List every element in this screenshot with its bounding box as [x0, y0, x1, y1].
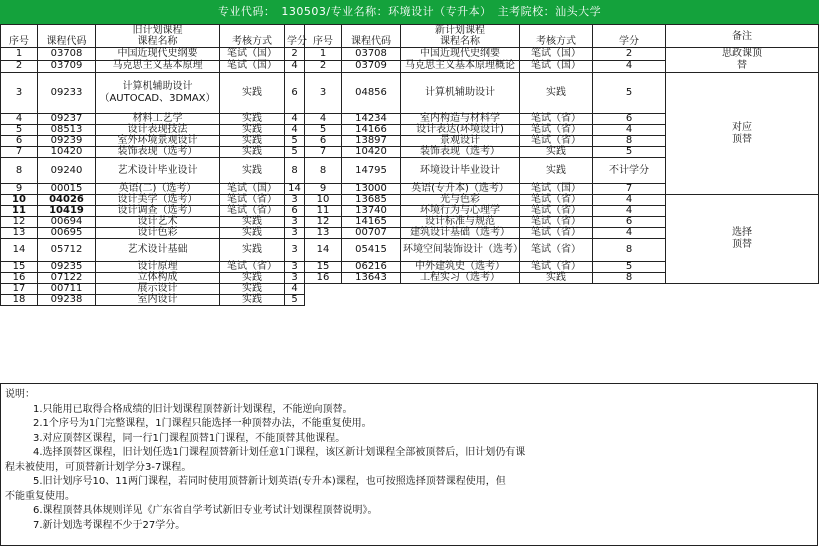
old-code: 00695: [38, 228, 96, 239]
old-name: 展示设计: [96, 284, 220, 295]
old-exam: 实践: [220, 136, 285, 147]
course-mapping-table: [0, 24, 819, 306]
new-credit: 6: [593, 114, 666, 125]
new-seq: 10: [305, 195, 342, 206]
old-code: 09235: [38, 262, 96, 273]
old-exam: 实践: [220, 147, 285, 158]
new-seq: 4: [305, 114, 342, 125]
header-banner: 专业代码： 130503/专业名称：环境设计（专升本） 主考院校：汕头大学: [0, 0, 819, 24]
empty-cell: [305, 25, 342, 37]
old-name: 室内设计: [96, 295, 220, 306]
remark-cell: 选择顶替: [666, 195, 819, 284]
note-5-continued: 不能重复使用。: [5, 490, 75, 502]
old-exam: 笔试（国）: [220, 60, 285, 73]
new-exam: 笔试（省）: [520, 136, 593, 147]
old-name: 立体构成: [96, 273, 220, 284]
old-name: 室外环境景观设计: [96, 136, 220, 147]
new-seq: 3: [305, 73, 342, 114]
remark-header: 备注: [666, 25, 819, 48]
new-seq: 6: [305, 136, 342, 147]
old-exam: 笔试（国）: [220, 48, 285, 61]
old-credit: 3: [285, 273, 305, 284]
new-plan-header: 新计划课程: [401, 25, 520, 37]
old-credit: 4: [285, 284, 305, 295]
old-seq: 18: [1, 295, 38, 306]
old-exam: 实践: [220, 273, 285, 284]
new-exam: 笔试（省）: [520, 217, 593, 228]
old-seq: 6: [1, 136, 38, 147]
new-exam: 笔试（国）: [520, 48, 593, 61]
old-seq: 16: [1, 273, 38, 284]
old-code: 05712: [38, 239, 96, 262]
new-name: 环境行为与心理学: [401, 206, 520, 217]
old-seq: 2: [1, 60, 38, 73]
new-exam: 笔试（省）: [520, 114, 593, 125]
old-code: 00711: [38, 284, 96, 295]
old-exam: 实践: [220, 114, 285, 125]
new-seq: 9: [305, 184, 342, 195]
new-exam: 实践: [520, 158, 593, 184]
new-exam: 笔试（省）: [520, 228, 593, 239]
old-code: 10420: [38, 147, 96, 158]
old-exam: 实践: [220, 295, 285, 306]
new-name: 工程实习（选考）: [401, 273, 520, 284]
old-exam: 笔试（省）: [220, 195, 285, 206]
credit-header: 学分: [593, 36, 666, 48]
new-credit: 5: [593, 147, 666, 158]
new-credit: 4: [593, 195, 666, 206]
note-2: 2.1个序号为1门完整课程，1门课程只能选择一种顶替办法，不能重复使用。: [33, 418, 372, 429]
new-code: 13740: [342, 206, 401, 217]
table-row: [1, 195, 819, 206]
new-name: 设计表达(环境设计): [401, 125, 520, 136]
new-code: 13000: [342, 184, 401, 195]
old-seq: 4: [1, 114, 38, 125]
old-code: 09238: [38, 295, 96, 306]
new-credit: 5: [593, 262, 666, 273]
new-code: 06216: [342, 262, 401, 273]
code-header: 课程代码: [342, 36, 401, 48]
old-name: 材料工艺学: [96, 114, 220, 125]
old-code: 04026: [38, 195, 96, 206]
new-seq: 11: [305, 206, 342, 217]
old-exam: 实践: [220, 284, 285, 295]
new-exam: 笔试（省）: [520, 206, 593, 217]
new-code: 14165: [342, 217, 401, 228]
new-credit: 8: [593, 136, 666, 147]
old-code: 10419: [38, 206, 96, 217]
empty-cell: [38, 25, 96, 37]
new-name: 室内构造与材料学: [401, 114, 520, 125]
new-seq: 14: [305, 239, 342, 262]
old-name: 设计艺术: [96, 217, 220, 228]
new-name: 计算机辅助设计: [401, 73, 520, 114]
empty-cell: [520, 25, 593, 37]
new-seq: 7: [305, 147, 342, 158]
old-code: 09237: [38, 114, 96, 125]
new-name: 光与色彩: [401, 195, 520, 206]
old-exam: 实践: [220, 228, 285, 239]
new-credit: 4: [593, 125, 666, 136]
old-code: 00694: [38, 217, 96, 228]
new-name: 装饰表现（选考）: [401, 147, 520, 158]
table-row: [1, 73, 819, 114]
old-credit: 4: [285, 114, 305, 125]
credit-header: 学分: [285, 36, 305, 48]
old-exam: 笔试（国）: [220, 184, 285, 195]
new-name: 马克思主义基本原理概论: [401, 60, 520, 73]
new-name: 环境空间装饰设计（选考）: [401, 239, 520, 262]
new-seq: 8: [305, 158, 342, 184]
old-seq: 12: [1, 217, 38, 228]
new-code: 05415: [342, 239, 401, 262]
old-name: 艺术设计毕业设计: [96, 158, 220, 184]
old-exam: 笔试（省）: [220, 206, 285, 217]
old-credit: 8: [285, 158, 305, 184]
old-credit: 3: [285, 262, 305, 273]
old-seq: 15: [1, 262, 38, 273]
new-code: 13897: [342, 136, 401, 147]
note-4-continued: 程未被使用，可顶替新计划学分3-7课程。: [5, 461, 192, 473]
new-name: 环境设计毕业设计: [401, 158, 520, 184]
new-code: 04856: [342, 73, 401, 114]
old-exam: 笔试（省）: [220, 262, 285, 273]
old-name: 装饰表现（选考）: [96, 147, 220, 158]
old-credit: 3: [285, 195, 305, 206]
old-name: 设计表现技法: [96, 125, 220, 136]
table-row: [1, 284, 819, 295]
empty-cell: [285, 25, 305, 37]
old-code: 03709: [38, 60, 96, 73]
old-name: 艺术设计基础: [96, 239, 220, 262]
old-exam: 实践: [220, 239, 285, 262]
new-code: 10420: [342, 147, 401, 158]
old-name: 设计色彩: [96, 228, 220, 239]
new-credit: 8: [593, 273, 666, 284]
notes-section: [0, 383, 818, 546]
new-code: 00707: [342, 228, 401, 239]
new-seq: 12: [305, 217, 342, 228]
empty-cell: [342, 25, 401, 37]
old-name: 设计调查（选考）: [96, 206, 220, 217]
new-name: 英语(专升本)（选考）: [401, 184, 520, 195]
note-4: 4.选择顶替区课程，旧计划任选1门课程顶替新计划任意1门课程，该区新计划课程全部被顶替后，旧计划仍有课: [33, 447, 526, 458]
old-code: 09239: [38, 136, 96, 147]
new-name: 建筑设计基础（选考）: [401, 228, 520, 239]
new-credit: 6: [593, 217, 666, 228]
new-exam: 实践: [520, 73, 593, 114]
new-code: 03709: [342, 60, 401, 73]
new-exam: 笔试（省）: [520, 195, 593, 206]
old-name: 设计美学（选考）: [96, 195, 220, 206]
old-code: 08513: [38, 125, 96, 136]
new-credit: 7: [593, 184, 666, 195]
name-header: 课程名称: [401, 36, 520, 48]
old-seq: 8: [1, 158, 38, 184]
old-seq: 5: [1, 125, 38, 136]
new-seq: 2: [305, 60, 342, 73]
new-exam: 笔试（省）: [520, 125, 593, 136]
new-name: 景观设计: [401, 136, 520, 147]
new-name: 中外建筑史（选考）: [401, 262, 520, 273]
old-seq: 7: [1, 147, 38, 158]
note-7: 7.新计划选考课程不少于27学分。: [33, 519, 186, 531]
old-seq: 11: [1, 206, 38, 217]
remark-cell: 对应顶替: [666, 73, 819, 195]
old-credit: 3: [285, 239, 305, 262]
empty-cell: [220, 25, 285, 37]
note-6: 6.课程顶替具体规则详见《广东省自学考试新旧专业考试计划课程顶替说明》。: [33, 505, 378, 516]
old-seq: 3: [1, 73, 38, 114]
old-name: 设计原理: [96, 262, 220, 273]
new-seq: 15: [305, 262, 342, 273]
old-exam: 实践: [220, 217, 285, 228]
old-credit: 14: [285, 184, 305, 195]
old-credit: 4: [285, 60, 305, 73]
old-name: 马克思主义基本原理: [96, 60, 220, 73]
new-credit: 2: [593, 48, 666, 61]
notes-title: 说明：: [5, 389, 35, 400]
new-credit: 8: [593, 239, 666, 262]
new-credit: 4: [593, 228, 666, 239]
new-credit: 5: [593, 73, 666, 114]
new-seq: 16: [305, 273, 342, 284]
new-code: 14234: [342, 114, 401, 125]
new-code: 14795: [342, 158, 401, 184]
old-exam: 实践: [220, 125, 285, 136]
new-exam: 实践: [520, 273, 593, 284]
new-exam: 笔试（国）: [520, 60, 593, 73]
new-name: 中国近现代史纲要: [401, 48, 520, 61]
old-credit: 5: [285, 147, 305, 158]
old-seq: 13: [1, 228, 38, 239]
old-credit: 6: [285, 206, 305, 217]
old-plan-header: 旧计划课程: [96, 25, 220, 37]
new-exam: 笔试（国）: [520, 184, 593, 195]
old-seq: 14: [1, 239, 38, 262]
new-code: 03708: [342, 48, 401, 61]
note-5: 5.旧计划序号10、11两门课程，若同时使用顶替新计划英语(专升本)课程，也可按照选择顶替课程使用，但: [33, 476, 506, 487]
new-credit: 4: [593, 60, 666, 73]
old-credit: 4: [285, 125, 305, 136]
old-credit: 3: [285, 217, 305, 228]
exam-header: 考核方式: [220, 36, 285, 48]
old-name: 计算机辅助设计（AUTOCAD、3DMAX）: [96, 73, 220, 114]
old-name: 英语(二)（选考）: [96, 184, 220, 195]
seq-header: 序号: [305, 36, 342, 48]
empty-cell: [593, 25, 666, 37]
new-seq: 5: [305, 125, 342, 136]
new-exam: 笔试（省）: [520, 239, 593, 262]
table-row: [1, 48, 819, 61]
new-code: 13685: [342, 195, 401, 206]
old-credit: 6: [285, 73, 305, 114]
new-credit: 不计学分: [593, 158, 666, 184]
seq-header: 序号: [1, 36, 38, 48]
note-1: 1.只能用已取得合格成绩的旧计划课程顶替新计划课程，不能逆向顶替。: [33, 403, 353, 415]
old-seq: 10: [1, 195, 38, 206]
new-seq: 13: [305, 228, 342, 239]
new-exam: 实践: [520, 147, 593, 158]
old-seq: 1: [1, 48, 38, 61]
old-code: 07122: [38, 273, 96, 284]
name-header: 课程名称: [96, 36, 220, 48]
code-header: 课程代码: [38, 36, 96, 48]
old-code: 00015: [38, 184, 96, 195]
empty-cell: [1, 25, 38, 37]
new-seq: 1: [305, 48, 342, 61]
remark-cell: 思政课顶替: [666, 48, 819, 73]
old-credit: 2: [285, 48, 305, 61]
old-exam: 实践: [220, 73, 285, 114]
old-code: 09240: [38, 158, 96, 184]
old-credit: 3: [285, 228, 305, 239]
old-name: 中国近现代史纲要: [96, 48, 220, 61]
new-name: 设计标准与规范: [401, 217, 520, 228]
note-3: 3.对应顶替区课程，同一行1门课程顶替1门课程，不能顶替其他课程。: [33, 432, 346, 444]
old-exam: 实践: [220, 158, 285, 184]
old-code: 03708: [38, 48, 96, 61]
old-code: 09233: [38, 73, 96, 114]
exam-header: 考核方式: [520, 36, 593, 48]
new-code: 14166: [342, 125, 401, 136]
empty-region: [305, 284, 819, 306]
old-credit: 5: [285, 136, 305, 147]
new-exam: 笔试（省）: [520, 262, 593, 273]
old-seq: 17: [1, 284, 38, 295]
old-credit: 5: [285, 295, 305, 306]
new-credit: 4: [593, 206, 666, 217]
old-seq: 9: [1, 184, 38, 195]
new-code: 13643: [342, 273, 401, 284]
